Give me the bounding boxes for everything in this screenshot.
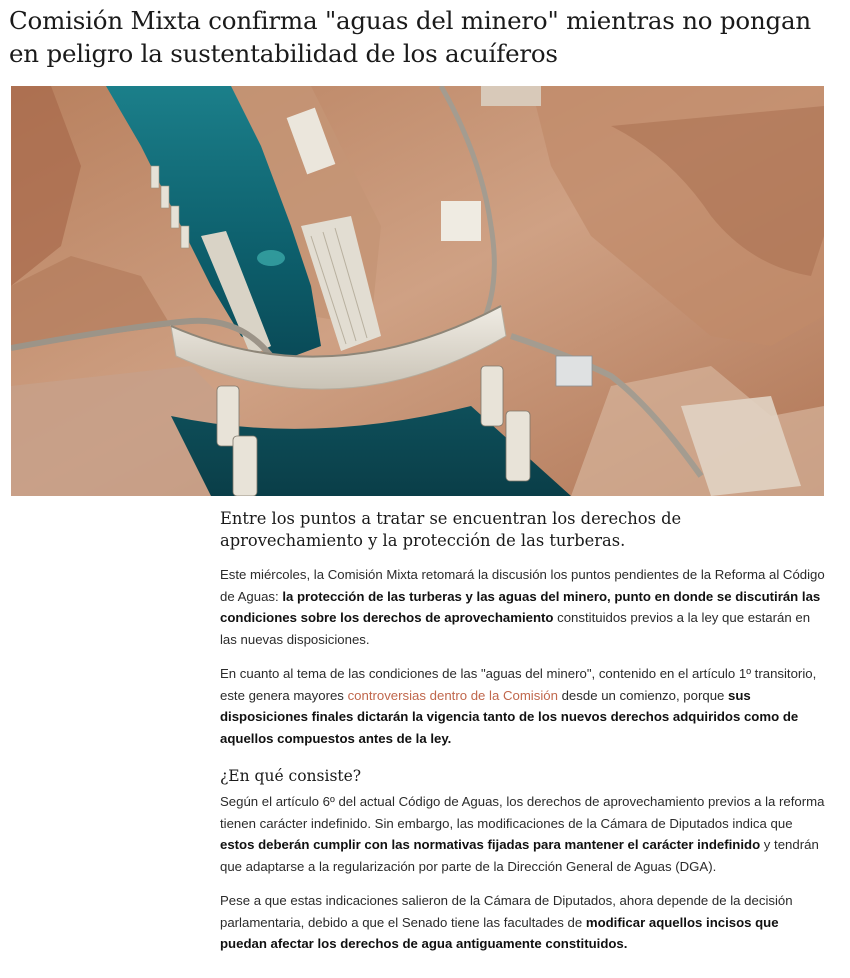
paragraph-2-text: En cuanto al tema de las condiciones de las "aguas del minero", contenido en el artículo 1º transitorio, este genera mayores [220,666,817,703]
section-subhead: ¿En qué consiste? [220,767,362,785]
paragraph-4-bold: modificar aquellos incisos que puedan afectar los derechos de agua antiguamente constituidos. [220,914,779,951]
article-headline: Comisión Mixta confirma "aguas del minero" mientras no pongan en peligro la sustentabilidad de los acuíferos [9,6,812,68]
paragraph-4 [220,890,825,955]
paragraph-2-text-mid: desde un comienzo, porque [557,687,729,703]
hero-image [11,86,824,496]
article-lead: Entre los puntos a tratar se encuentran los derechos de aprovechamiento y la protección de las turberas. [220,509,682,550]
paragraph-2 [220,663,825,749]
paragraph-1-bold: la protección de las turberas y las aguas del minero, punto en donde se discutirán las condiciones sobre los derechos de aprovechamiento [220,588,821,625]
paragraph-1-text: Este miércoles, la Comisión Mixta retomará la discusión los puntos pendientes de la Reforma al Código de Aguas: [220,567,825,604]
paragraph-1 [220,564,825,650]
paragraph-3 [220,791,825,877]
paragraph-3-text: Según el artículo 6º del actual Código de Aguas, los derechos de aprovechamiento previos a la reforma tienen carácter indefinido. Sin embargo, las modificaciones de la Cámara de Diputados indica que [220,794,825,831]
paragraph-3-bold: estos deberán cumplir con las normativas fijadas para mantener el carácter indefinido [220,837,761,852]
comision-controversias-link[interactable]: controversias dentro de la Comisión [347,687,558,703]
dam-aerial-illustration [11,86,824,496]
paragraph-4-text: Pese a que estas indicaciones salieron de la Cámara de Diputados, ahora depende de la decisión parlamentaria, debido a que el Senado tiene las facultades de [220,893,793,930]
article-body [220,508,825,968]
paragraph-1-text-end: constituidos previos a la ley que estarán en las nuevas disposiciones. [220,610,811,647]
paragraph-2-bold: sus disposiciones finales dictarán la vigencia tanto de los nuevos derechos adquiridos como de aquellos compuestos antes de la ley. [220,687,799,746]
paragraph-3-text-end: y tendrán que adaptarse a la regularización por parte de la Dirección General de Aguas (DGA). [220,837,819,874]
